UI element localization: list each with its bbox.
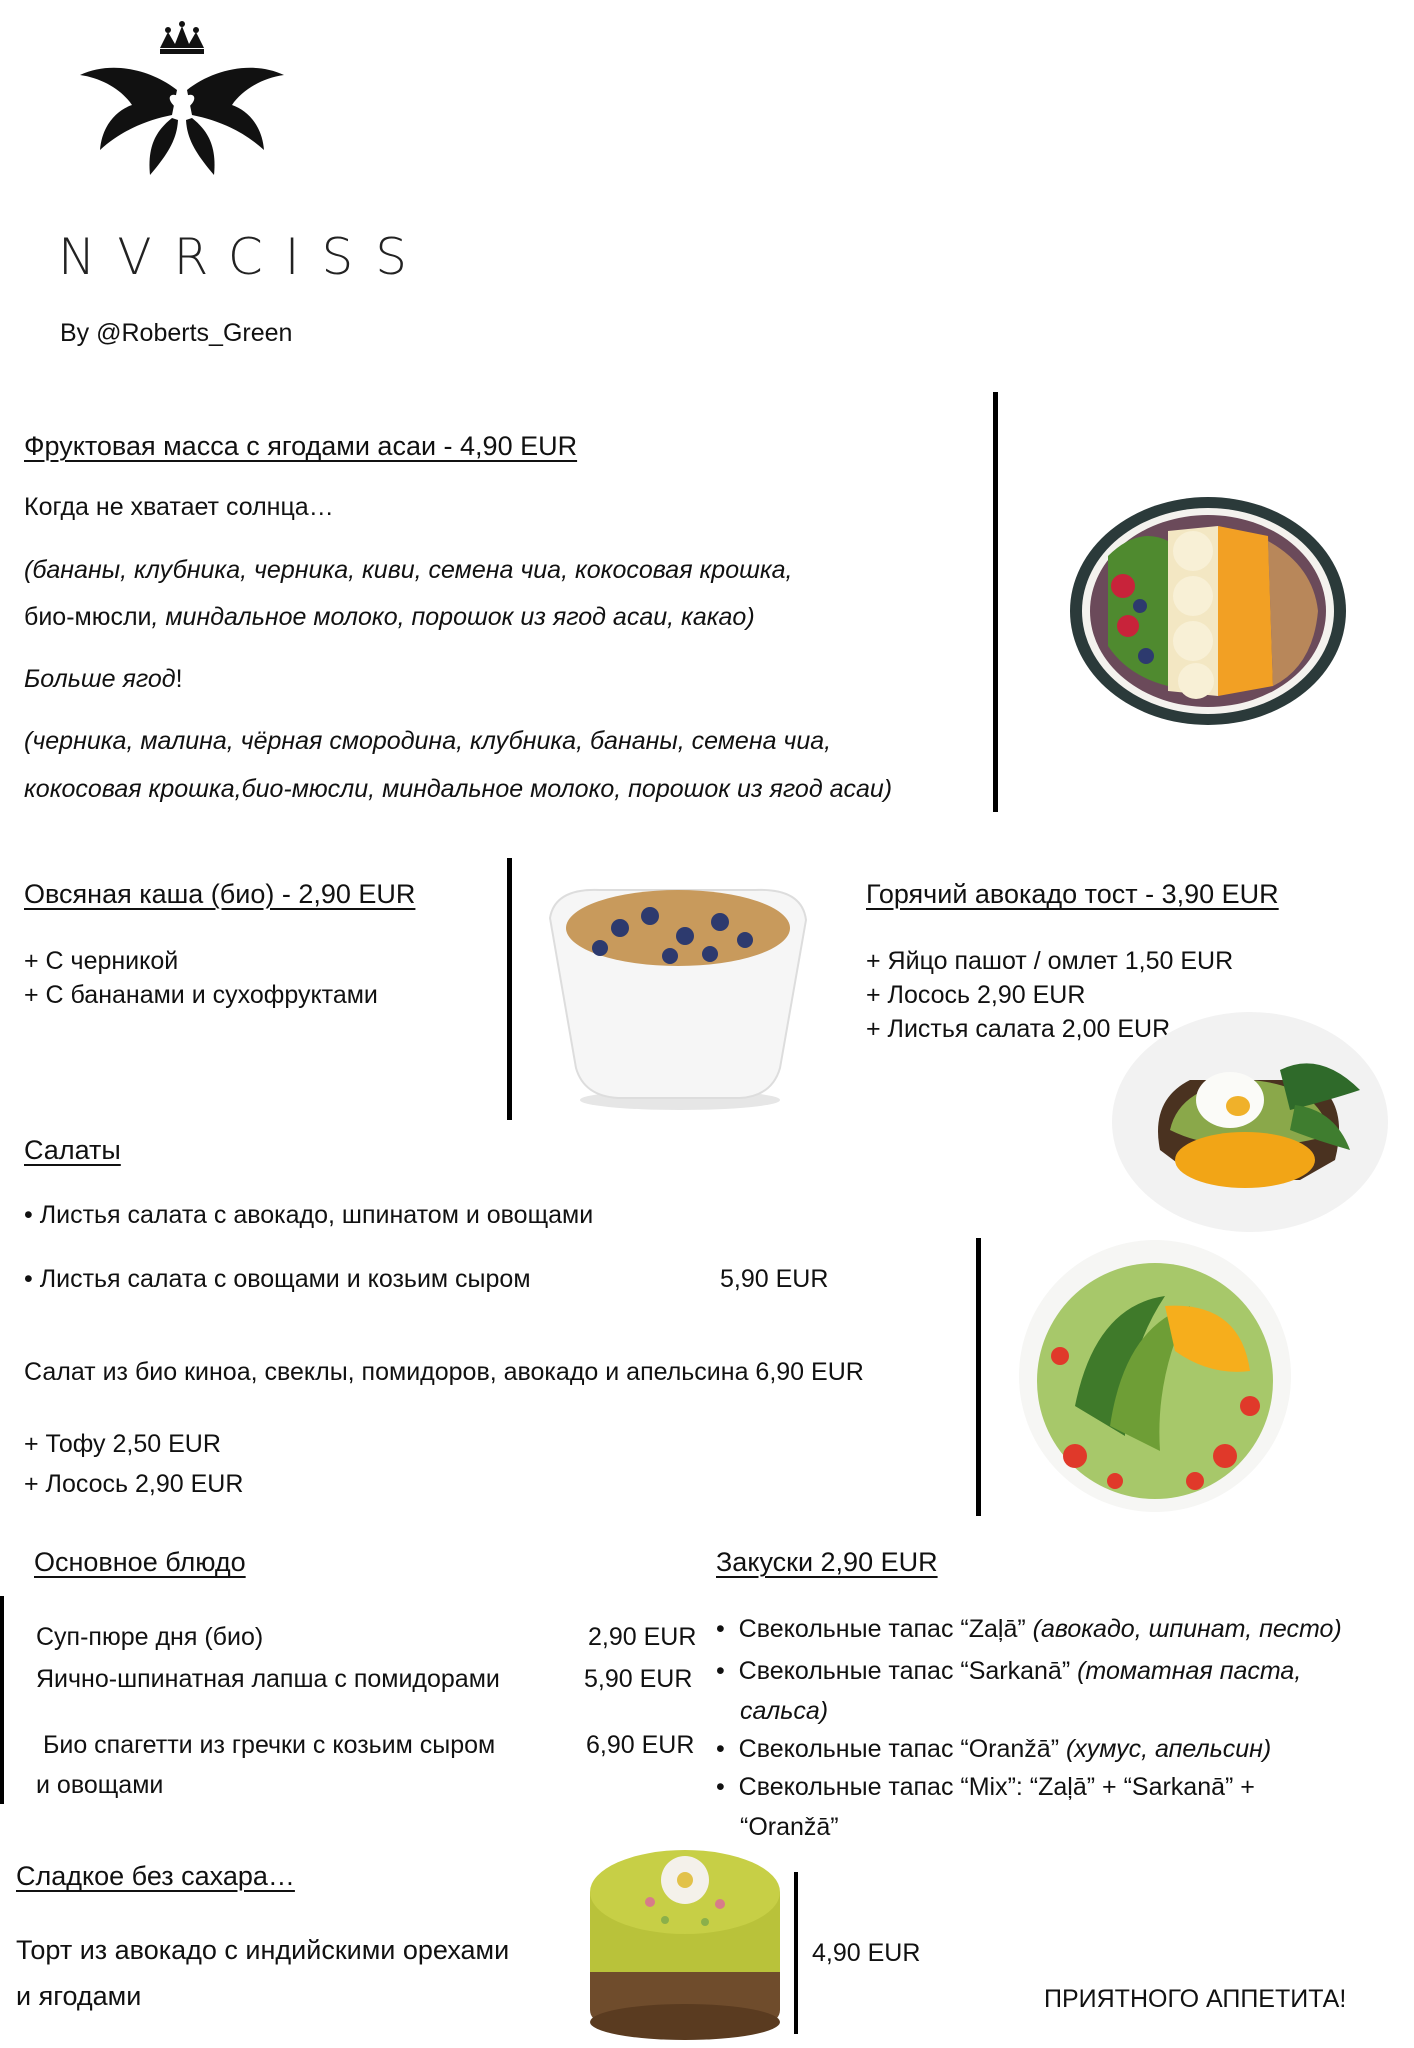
divider-acai — [993, 392, 998, 812]
snack-item-1 — [716, 1614, 1342, 1645]
avocado-toast-option-3: + Листья салата 2,00 EUR — [866, 1015, 1171, 1043]
dessert-title: Сладкое без сахара… — [16, 1861, 295, 1891]
acai-variant1-name: Когда не хватает солнца… — [24, 493, 334, 521]
avocado-toast-image — [1110, 1010, 1390, 1235]
snack-item-4-cont: “Oranžā” — [740, 1813, 839, 1841]
acai-variant2-name-italic: Больше ягод — [24, 665, 176, 693]
snack-item-3-name: Свекольные тапас “Oranžā” — [738, 1735, 1066, 1763]
snack-item-3 — [716, 1734, 1271, 1765]
salad-image — [1015, 1236, 1295, 1516]
salad-items-price: 5,90 EUR — [720, 1265, 829, 1293]
snack-item-1-name: Свекольные тапас “Zaļā” — [738, 1615, 1033, 1643]
main-item-1-price: 2,90 EUR — [588, 1623, 697, 1651]
main-item-3-name-cont: и овощами — [36, 1771, 164, 1799]
acai-title: Фруктовая масса с ягодами асаи - 4,90 EUR — [24, 431, 578, 461]
butterfly-crown-icon — [72, 20, 292, 190]
snack-item-1-ingredients: (авокадо, шпинат, песто) — [1032, 1615, 1342, 1643]
oatmeal-option-2: + С бананами и сухофруктами — [24, 981, 378, 1009]
salad-addon-salmon: + Лосось 2,90 EUR — [24, 1470, 244, 1498]
divider-salads — [976, 1238, 981, 1516]
snack-item-2 — [716, 1656, 1301, 1687]
acai-variant2-ingredients-1: (черника, малина, чёрная смородина, клубника, бананы, семена чиа, — [24, 727, 832, 755]
bullet-icon: • — [716, 1773, 739, 1801]
salad-quinoa: Салат из био киноа, свеклы, помидоров, авокадо и апельсина 6,90 EUR — [24, 1358, 864, 1386]
snack-item-2-ingredients: (томатная паста, — [1077, 1657, 1302, 1685]
closing-message: ПРИЯТНОГО АППЕТИТА! — [1044, 1985, 1347, 2013]
brand-logo — [72, 20, 292, 190]
snack-item-4 — [716, 1772, 1255, 1803]
acai-variant2-name-end: ! — [175, 665, 183, 693]
mains-title: Основное блюдо — [34, 1547, 246, 1577]
acai-variant1-muesli: био-мюсли — [24, 603, 152, 631]
acai-variant1-ingredients-2 — [24, 602, 755, 633]
dessert-price: 4,90 EUR — [812, 1939, 921, 1967]
snacks-title: Закуски 2,90 EUR — [716, 1547, 938, 1577]
main-item-1-name: Суп-пюре дня (био) — [36, 1623, 264, 1651]
brand-byline: By @Roberts_Green — [60, 319, 293, 347]
main-item-2-price: 5,90 EUR — [584, 1665, 693, 1693]
main-item-3-price: 6,90 EUR — [586, 1731, 695, 1759]
salad-item-2: • Листья салата с овощами и козьим сыром — [24, 1265, 531, 1293]
snack-item-2-name: Свекольные тапас “Sarkanā” — [738, 1657, 1078, 1685]
snack-item-3-ingredients: (хумус, апельсин) — [1065, 1735, 1272, 1763]
bullet-icon: • — [716, 1615, 739, 1643]
avocado-cake-image — [580, 1832, 790, 2042]
oatmeal-title: Овсяная каша (био) - 2,90 EUR — [24, 879, 416, 909]
divider-dessert — [794, 1872, 798, 2034]
divider-oatmeal — [507, 858, 512, 1120]
bullet-icon: • — [716, 1735, 739, 1763]
acai-variant1-ingredients-rest: , миндальное молоко, порошок из ягод асаи, какао) — [151, 603, 755, 631]
salad-item-1: • Листья салата с авокадо, шпинатом и овощами — [24, 1201, 594, 1229]
main-item-2-name: Яично-шпинатная лапша с помидорами — [36, 1665, 500, 1693]
divider-mains — [0, 1596, 4, 1804]
dessert-line-1: Торт из авокадо с индийскими орехами — [16, 1935, 510, 1965]
acai-bowl-image — [1068, 496, 1348, 726]
oatmeal-bowl-image — [540, 878, 815, 1113]
main-item-3-name: Био спагетти из гречки с козьим сыром — [36, 1731, 496, 1759]
avocado-toast-option-2: + Лосось 2,90 EUR — [866, 981, 1086, 1009]
avocado-toast-title: Горячий авокадо тост - 3,90 EUR — [866, 879, 1279, 909]
dessert-line-2: и ягодами — [16, 1981, 142, 2011]
acai-variant2-ingredients-2: кокосовая крошка,био-мюсли, миндальное молоко, порошок из ягод асаи) — [24, 775, 893, 803]
oatmeal-option-1: + С черникой — [24, 947, 179, 975]
salad-addon-tofu: + Тофу 2,50 EUR — [24, 1430, 221, 1458]
avocado-toast-option-1: + Яйцо пашот / омлет 1,50 EUR — [866, 947, 1234, 975]
brand-name: NVRCISS — [58, 228, 429, 286]
salads-title: Салаты — [24, 1135, 121, 1165]
acai-variant1-ingredients-1: (бананы, клубника, черника, киви, семена чиа, кокосовая крошка, — [24, 556, 793, 584]
snack-item-4-name: Свекольные тапас “Mix”: “Zaļā” + “Sarkanā” + — [738, 1773, 1255, 1801]
snack-item-2-ingredients-cont: сальса) — [740, 1697, 829, 1725]
acai-variant2-name — [24, 664, 183, 695]
bullet-icon: • — [716, 1657, 739, 1685]
